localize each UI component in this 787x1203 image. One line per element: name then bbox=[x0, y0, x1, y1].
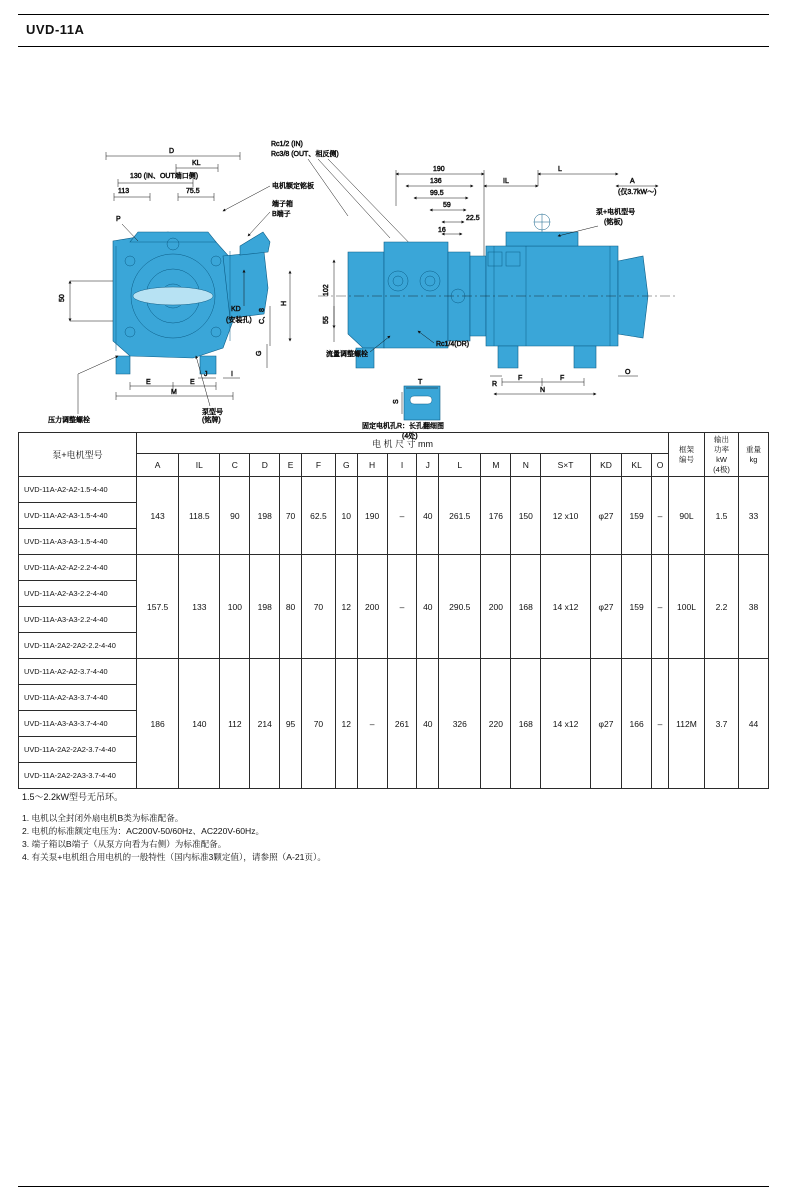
dim-cell-i: – bbox=[387, 555, 417, 659]
header-dim-kd: KD bbox=[590, 454, 621, 477]
dim-cell-n: 150 bbox=[511, 477, 541, 555]
svg-text:75.5: 75.5 bbox=[186, 188, 200, 195]
svg-text:电机额定铭板: 电机额定铭板 bbox=[272, 183, 314, 190]
svg-text:流量调整螺栓: 流量调整螺栓 bbox=[326, 351, 368, 358]
svg-text:KL: KL bbox=[192, 160, 201, 167]
model-cell: UVD-11A-A3-A3-3.7-4-40 bbox=[19, 711, 137, 737]
dim-cell-i: – bbox=[387, 477, 417, 555]
dim-cell-c: 100 bbox=[220, 555, 250, 659]
dim-cell-e: 80 bbox=[280, 555, 302, 659]
header-dim-kl: KL bbox=[622, 454, 652, 477]
dim-cell-d: 198 bbox=[250, 555, 280, 659]
svg-text:A: A bbox=[630, 178, 635, 185]
dim-cell-d: 214 bbox=[250, 659, 280, 789]
model-cell: UVD-11A-2A2-2A2-2.2-4-40 bbox=[19, 633, 137, 659]
svg-text:59: 59 bbox=[443, 202, 451, 209]
svg-text:(4处): (4处) bbox=[402, 433, 418, 440]
dim-cell-il: 118.5 bbox=[179, 477, 220, 555]
dim-cell-a: 143 bbox=[137, 477, 179, 555]
svg-text:H: H bbox=[281, 300, 288, 306]
frame-cell: 112M bbox=[669, 659, 705, 789]
dim-cell-g: 12 bbox=[335, 555, 357, 659]
dim-cell-il: 140 bbox=[179, 659, 220, 789]
svg-text:J: J bbox=[204, 371, 208, 378]
svg-text:C、8: C、8 bbox=[259, 308, 266, 324]
header-dim-m: M bbox=[481, 454, 511, 477]
note-item: 2. 电机的标准额定电压为：AC200V-50/60Hz、AC220V-60Hz。 bbox=[22, 826, 265, 836]
svg-text:固定电机孔R：长孔翻细图: 固定电机孔R：长孔翻细图 bbox=[362, 423, 445, 430]
dim-cell-kd: φ27 bbox=[590, 477, 621, 555]
svg-text:Rc1/2 (IN): Rc1/2 (IN) bbox=[271, 141, 303, 148]
model-cell: UVD-11A-A2-A2-3.7-4-40 bbox=[19, 659, 137, 685]
svg-text:130 (IN、OUT端口侧): 130 (IN、OUT端口侧) bbox=[130, 173, 199, 180]
dim-cell-kl: 159 bbox=[622, 477, 652, 555]
note-item: 3. 端子箱以B端子（从泵方向看为右侧）为标准配备。 bbox=[22, 839, 227, 849]
svg-text:Rc3/8 (OUT、相反侧): Rc3/8 (OUT、相反侧) bbox=[271, 151, 339, 158]
note-main: 1.5～2.2kW型号无吊环。 bbox=[22, 792, 124, 802]
dim-cell-a: 157.5 bbox=[137, 555, 179, 659]
note-item: 4. 有关泵+电机组合用电机的一般特性（国内标准3颗定值），请参照（A-21页）。 bbox=[22, 852, 326, 862]
dim-cell-j: 40 bbox=[417, 555, 439, 659]
dim-cell-h: 190 bbox=[357, 477, 387, 555]
dim-cell-h: – bbox=[357, 659, 387, 789]
svg-text:R: R bbox=[492, 381, 498, 388]
model-cell: UVD-11A-A2-A2-1.5-4-40 bbox=[19, 477, 137, 503]
note-list bbox=[22, 812, 326, 864]
svg-text:IL: IL bbox=[503, 178, 509, 185]
table-body bbox=[19, 477, 769, 789]
dim-cell-l: 326 bbox=[439, 659, 481, 789]
svg-text:Rc1/4(DR): Rc1/4(DR) bbox=[436, 341, 470, 348]
header-dim-i: I bbox=[387, 454, 417, 477]
svg-text:99.5: 99.5 bbox=[430, 190, 444, 197]
dim-cell-o: – bbox=[652, 555, 669, 659]
header-dim-a: A bbox=[137, 454, 179, 477]
svg-text:L: L bbox=[558, 166, 562, 173]
header-dim-h: H bbox=[357, 454, 387, 477]
power-cell: 1.5 bbox=[705, 477, 739, 555]
dim-cell-g: 12 bbox=[335, 659, 357, 789]
dim-cell-s-t: 14 x12 bbox=[541, 659, 591, 789]
header-dim-c: C bbox=[220, 454, 250, 477]
weight-cell: 38 bbox=[739, 555, 769, 659]
dim-cell-s-t: 14 x12 bbox=[541, 555, 591, 659]
svg-text:S: S bbox=[393, 399, 400, 404]
power-cell: 3.7 bbox=[705, 659, 739, 789]
svg-text:压力调整螺栓: 压力调整螺栓 bbox=[48, 417, 90, 424]
svg-text:I: I bbox=[231, 371, 233, 378]
header-model: 泵+电机型号 bbox=[19, 433, 137, 477]
dim-cell-o: – bbox=[652, 659, 669, 789]
dim-cell-h: 200 bbox=[357, 555, 387, 659]
table-row bbox=[19, 555, 769, 581]
svg-text:102: 102 bbox=[323, 284, 330, 296]
svg-text:D: D bbox=[169, 148, 175, 155]
model-cell: UVD-11A-A2-A2-2.2-4-40 bbox=[19, 555, 137, 581]
dim-cell-f: 70 bbox=[301, 555, 335, 659]
svg-text:泵+电机型号: 泵+电机型号 bbox=[596, 209, 636, 216]
dim-cell-l: 261.5 bbox=[439, 477, 481, 555]
dim-cell-m: 200 bbox=[481, 555, 511, 659]
dim-cell-c: 112 bbox=[220, 659, 250, 789]
svg-text:F: F bbox=[560, 375, 565, 382]
header-dim-o: O bbox=[652, 454, 669, 477]
dim-cell-e: 95 bbox=[280, 659, 302, 789]
svg-text:泵型号: 泵型号 bbox=[202, 409, 223, 416]
title-rule bbox=[18, 46, 769, 47]
svg-text:(安装孔): (安装孔) bbox=[226, 317, 252, 324]
svg-text:E: E bbox=[146, 379, 151, 386]
dim-cell-f: 62.5 bbox=[301, 477, 335, 555]
header-frame: 框架 编号 bbox=[669, 433, 705, 477]
svg-text:O: O bbox=[625, 369, 631, 376]
model-cell: UVD-11A-A3-A3-1.5-4-40 bbox=[19, 529, 137, 555]
svg-text:(铭牌): (铭牌) bbox=[202, 417, 221, 424]
technical-drawing bbox=[18, 56, 769, 440]
dim-cell-kd: φ27 bbox=[590, 659, 621, 789]
header-dim-n: N bbox=[511, 454, 541, 477]
header-dim-il: IL bbox=[179, 454, 220, 477]
dim-cell-a: 186 bbox=[137, 659, 179, 789]
note-item: 1. 电机以全封闭外扇电机B类为标准配备。 bbox=[22, 813, 184, 823]
header-dim-f: F bbox=[301, 454, 335, 477]
svg-text:B端子: B端子 bbox=[272, 211, 291, 218]
model-cell: UVD-11A-2A2-2A2-3.7-4-40 bbox=[19, 737, 137, 763]
dim-cell-l: 290.5 bbox=[439, 555, 481, 659]
dim-cell-n: 168 bbox=[511, 659, 541, 789]
svg-text:55: 55 bbox=[323, 316, 330, 324]
spec-table bbox=[18, 432, 769, 789]
dim-cell-m: 176 bbox=[481, 477, 511, 555]
dim-cell-g: 10 bbox=[335, 477, 357, 555]
svg-text:16: 16 bbox=[438, 227, 446, 234]
dim-cell-il: 133 bbox=[179, 555, 220, 659]
dim-cell-m: 220 bbox=[481, 659, 511, 789]
dim-cell-f: 70 bbox=[301, 659, 335, 789]
weight-cell: 44 bbox=[739, 659, 769, 789]
dim-cell-kl: 166 bbox=[622, 659, 652, 789]
header-dimensions-group: 电 机 尺 寸 mm bbox=[137, 433, 669, 454]
header-dim-e: E bbox=[280, 454, 302, 477]
svg-text:G: G bbox=[256, 350, 263, 356]
header-weight: 重量 kg bbox=[739, 433, 769, 477]
svg-text:113: 113 bbox=[118, 188, 130, 195]
svg-text:22.5: 22.5 bbox=[466, 215, 480, 222]
svg-text:T: T bbox=[418, 379, 423, 386]
svg-text:P: P bbox=[116, 216, 121, 223]
svg-text:190: 190 bbox=[433, 166, 445, 173]
svg-text:136: 136 bbox=[430, 178, 442, 185]
header-dim-g: G bbox=[335, 454, 357, 477]
dim-cell-kd: φ27 bbox=[590, 555, 621, 659]
svg-text:50: 50 bbox=[59, 294, 66, 302]
dim-cell-j: 40 bbox=[417, 477, 439, 555]
frame-cell: 90L bbox=[669, 477, 705, 555]
page-title: UVD-11A bbox=[26, 22, 85, 37]
header-dim-l: L bbox=[439, 454, 481, 477]
weight-cell: 33 bbox=[739, 477, 769, 555]
svg-text:N: N bbox=[540, 387, 546, 394]
dim-cell-n: 168 bbox=[511, 555, 541, 659]
model-cell: UVD-11A-2A2-2A3-3.7-4-40 bbox=[19, 763, 137, 789]
svg-text:端子箱: 端子箱 bbox=[272, 201, 293, 208]
dim-cell-e: 70 bbox=[280, 477, 302, 555]
header-power: 输出 功率 kW (4极) bbox=[705, 433, 739, 477]
dim-cell-d: 198 bbox=[250, 477, 280, 555]
dim-cell-o: – bbox=[652, 477, 669, 555]
top-rule bbox=[18, 14, 769, 15]
table-row bbox=[19, 659, 769, 685]
svg-text:(铭板): (铭板) bbox=[604, 219, 623, 226]
model-cell: UVD-11A-A3-A3-2.2-4-40 bbox=[19, 607, 137, 633]
model-cell: UVD-11A-A2-A3-2.2-4-40 bbox=[19, 581, 137, 607]
frame-cell: 100L bbox=[669, 555, 705, 659]
header-dim-j: J bbox=[417, 454, 439, 477]
header-dim-s-t: S×T bbox=[541, 454, 591, 477]
model-cell: UVD-11A-A2-A3-1.5-4-40 bbox=[19, 503, 137, 529]
bottom-rule bbox=[18, 1186, 769, 1187]
dim-cell-s-t: 12 x10 bbox=[541, 477, 591, 555]
power-cell: 2.2 bbox=[705, 555, 739, 659]
svg-text:(仅3.7kW～): (仅3.7kW～) bbox=[618, 189, 657, 196]
svg-text:M: M bbox=[171, 389, 177, 396]
dim-cell-c: 90 bbox=[220, 477, 250, 555]
model-cell: UVD-11A-A2-A3-3.7-4-40 bbox=[19, 685, 137, 711]
table-row bbox=[19, 477, 769, 503]
dim-cell-kl: 159 bbox=[622, 555, 652, 659]
dim-cell-j: 40 bbox=[417, 659, 439, 789]
svg-text:KD: KD bbox=[231, 306, 241, 313]
svg-text:F: F bbox=[518, 375, 523, 382]
header-dim-d: D bbox=[250, 454, 280, 477]
svg-text:E: E bbox=[190, 379, 195, 386]
dim-cell-i: 261 bbox=[387, 659, 417, 789]
